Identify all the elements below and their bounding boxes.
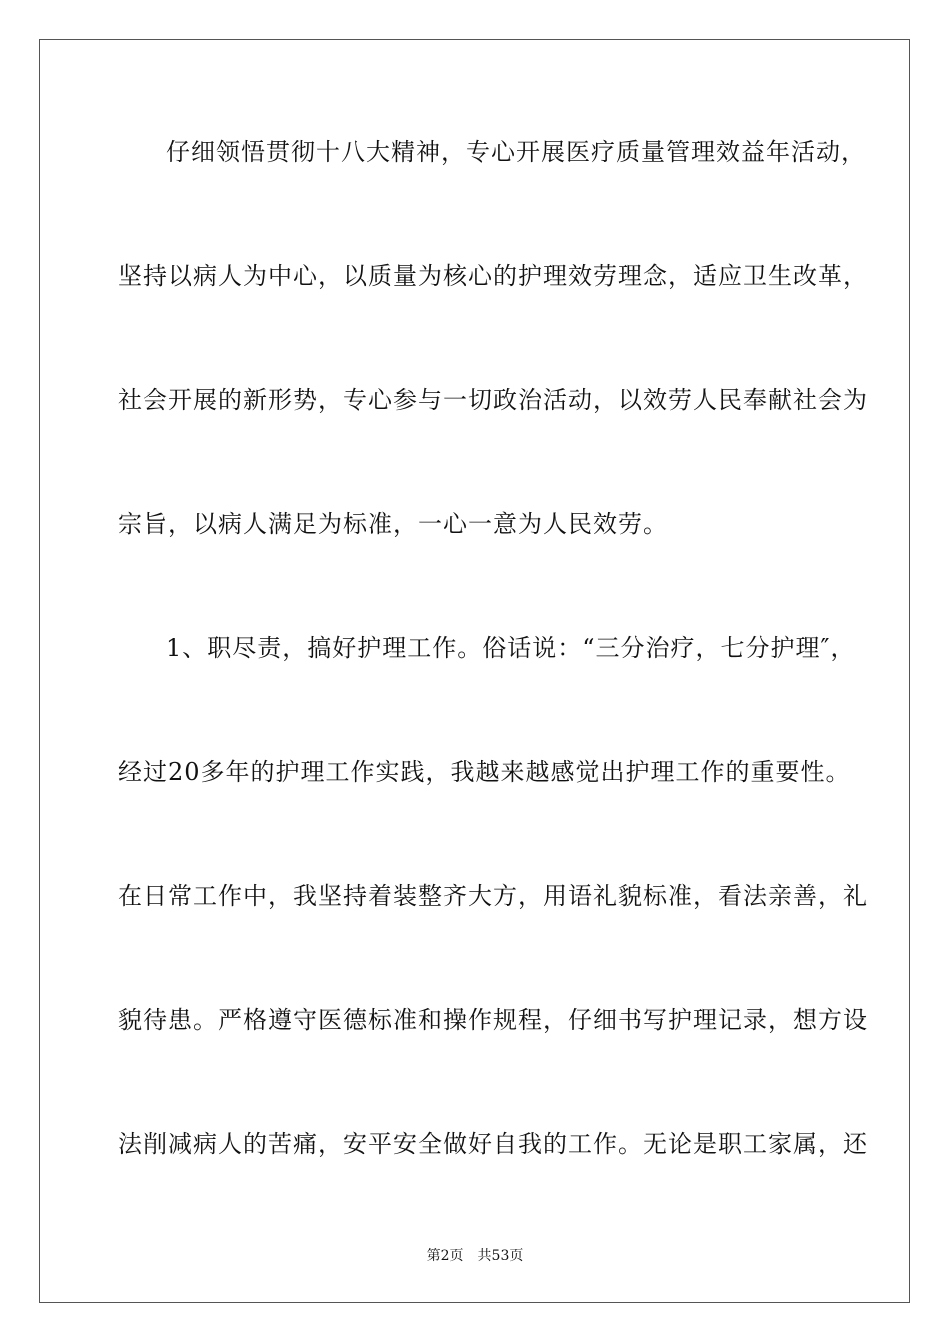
page-total: 共53页: [477, 1248, 524, 1264]
paragraph-line: 在日常工作中，我坚持着装整齐大方，用语礼貌标准，看法亲善，礼: [118, 882, 868, 910]
page-footer: [0, 1247, 950, 1265]
paragraph-line: 坚持以病人为中心，以质量为核心的护理效劳理念，适应卫生改革，: [118, 262, 868, 290]
page-number: 第2页: [426, 1248, 464, 1264]
paragraph-line: 社会开展的新形势，专心参与一切政治活动，以效劳人民奉献社会为: [118, 386, 868, 414]
paragraph-line: 仔细领悟贯彻十八大精神，专心开展医疗质量管理效益年活动，: [166, 138, 866, 166]
paragraph-line: 宗旨，以病人满足为标准，一心一意为人民效劳。: [118, 510, 668, 538]
paragraph-line: 经过20多年的护理工作实践，我越来越感觉出护理工作的重要性。: [118, 758, 851, 786]
paragraph-line: 法削减病人的苦痛，安平安全做好自我的工作。无论是职工家属，还: [118, 1130, 868, 1158]
page-frame: [39, 39, 910, 1303]
paragraph-line: 貌待患。严格遵守医德标准和操作规程，仔细书写护理记录，想方设: [118, 1006, 868, 1034]
paragraph-line: 1、职尽责，搞好护理工作。俗话说：“三分治疗，七分护理″，: [166, 634, 856, 662]
